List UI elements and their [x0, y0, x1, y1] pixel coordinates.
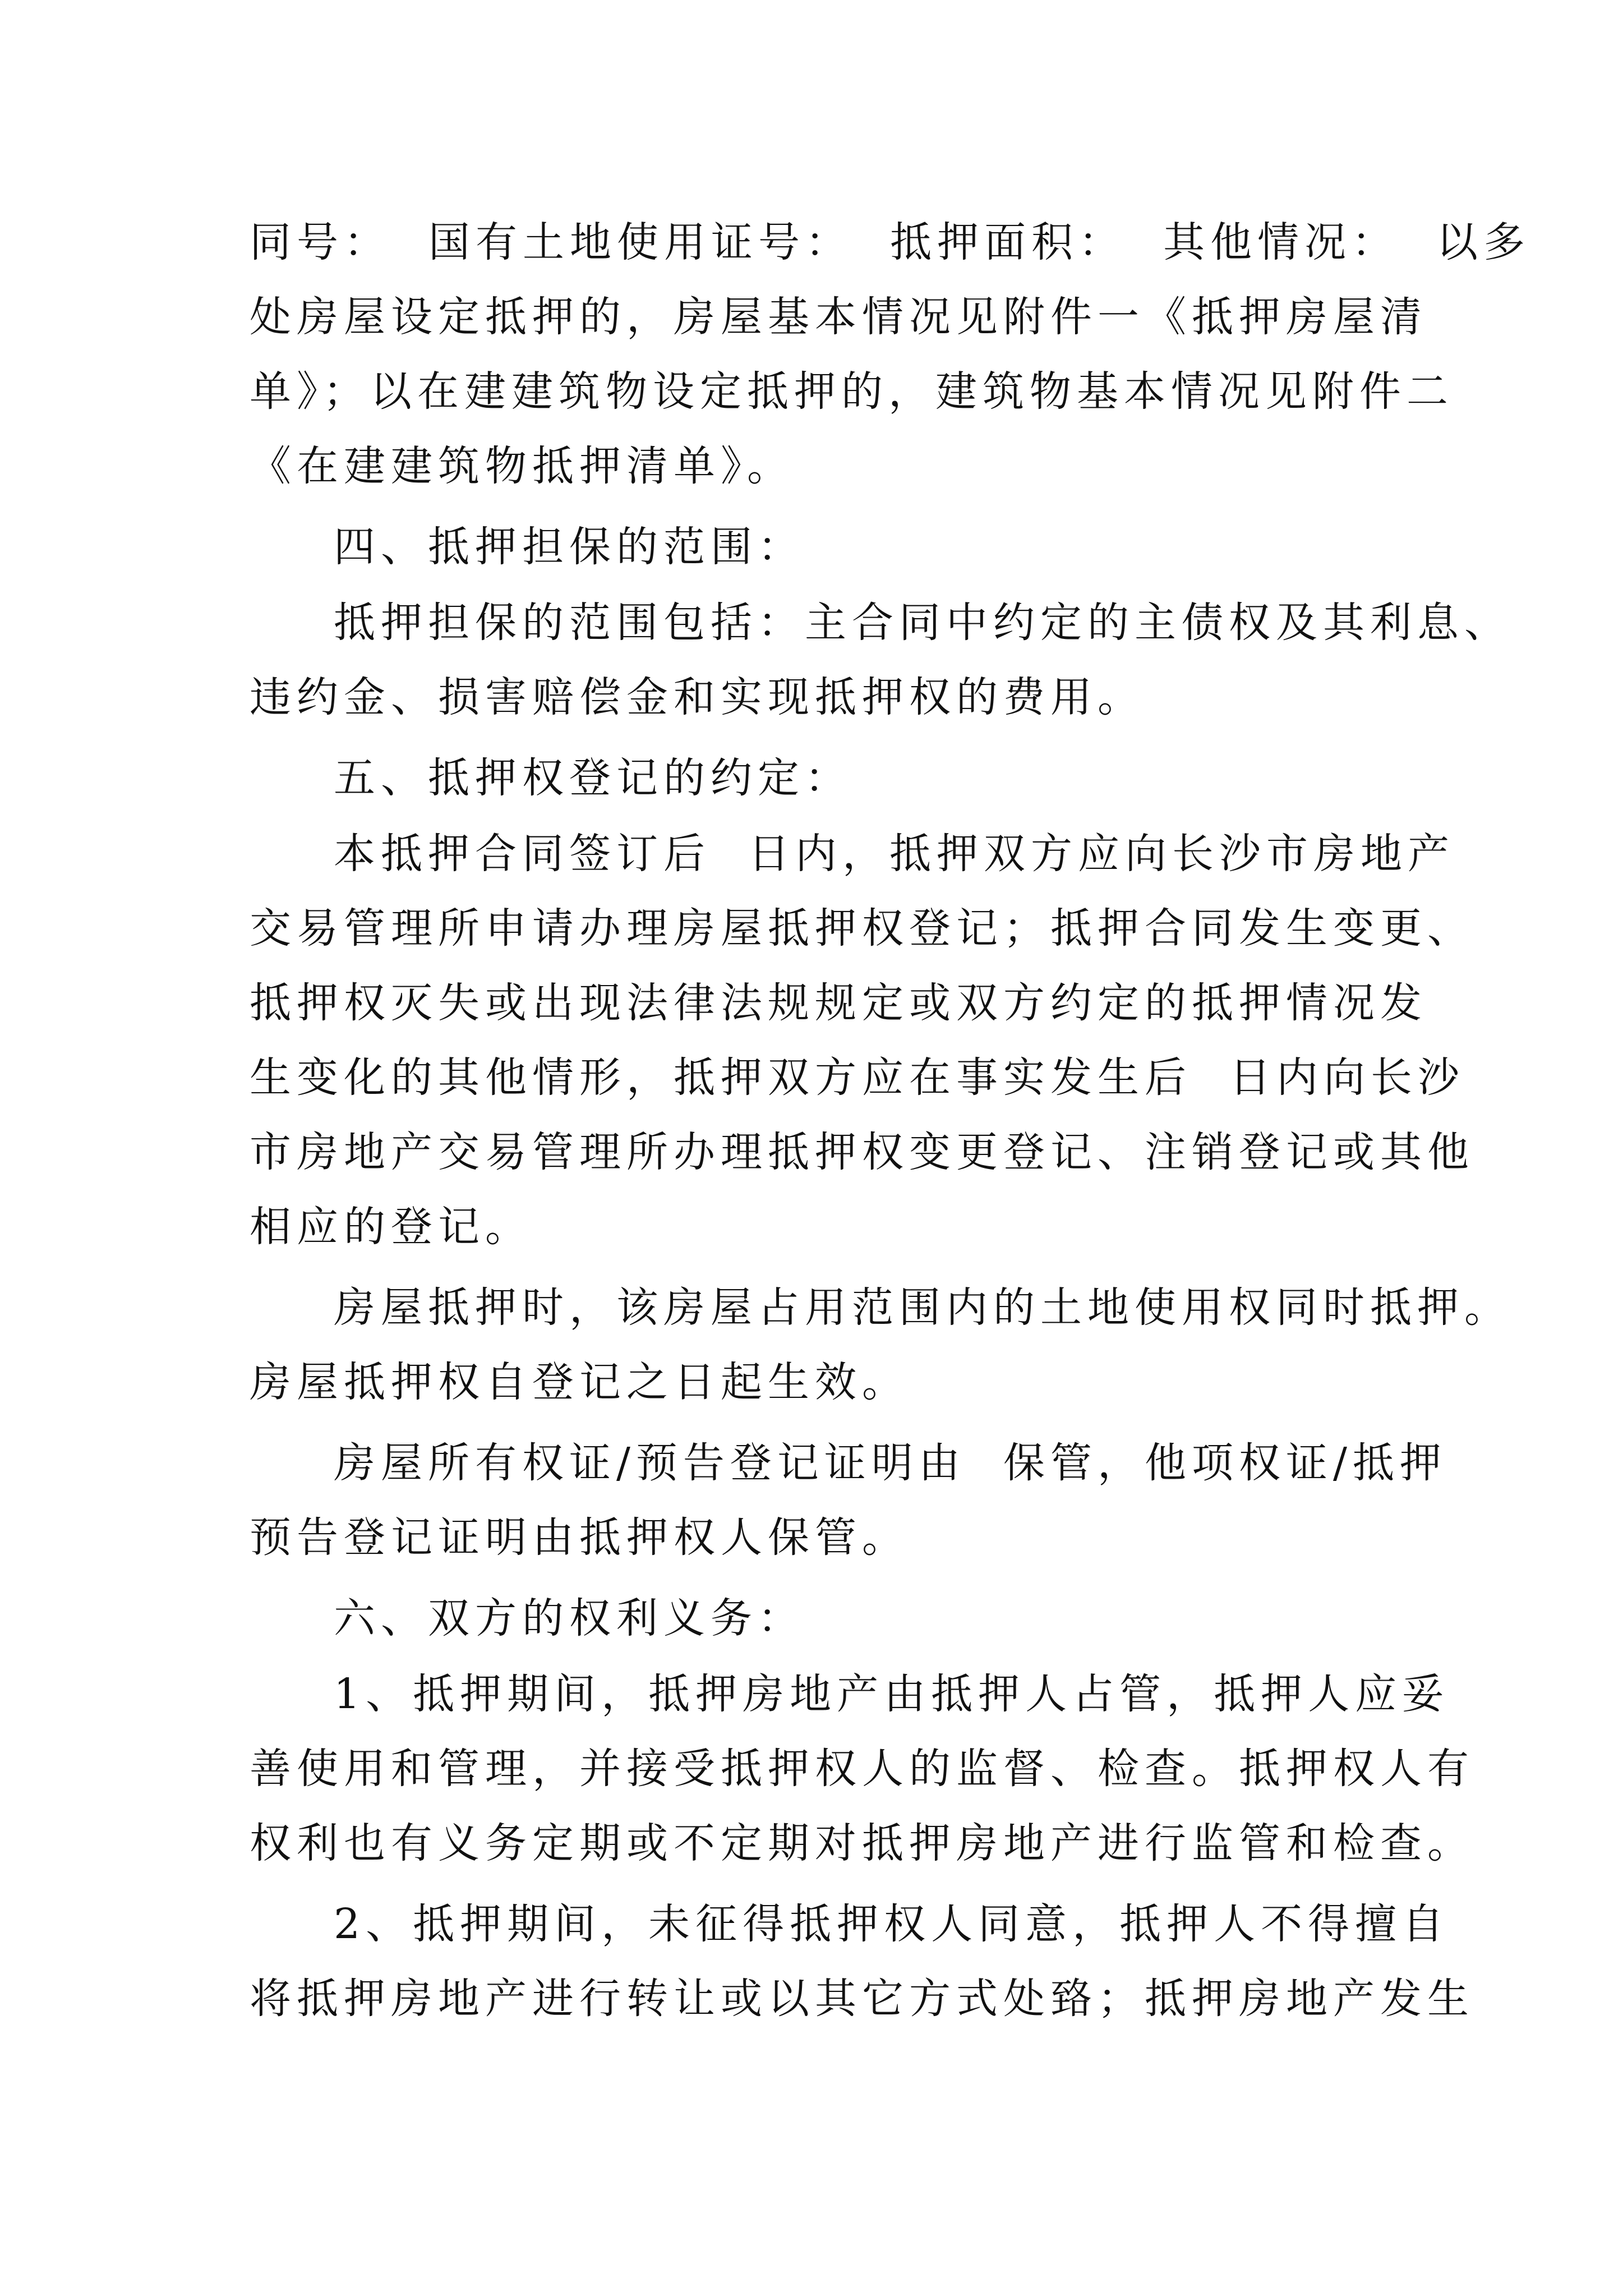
- text-line: 交易管理所申请办理房屋抵押权登记；抵押合同发生变更、: [250, 904, 1474, 953]
- text-line: 抵押担保的范围包括：主合同中约定的主债权及其利息、: [334, 599, 1511, 647]
- section-heading: 五、抵押权登记的约定：: [334, 754, 852, 802]
- text-line: 本抵押合同签订后 日内，抵押双方应向长沙市房地产: [334, 830, 1455, 878]
- text-line: 预告登记证明由抵押权人保管。: [250, 1513, 909, 1562]
- section-heading: 四、抵押担保的范围：: [334, 523, 805, 571]
- text-line: 生变化的其他情形，抵押双方应在事实发生后 日内向长沙: [250, 1053, 1465, 1102]
- text-line: 1、抵押期间，抵押房地产由抵押人占管，抵押人应妥: [334, 1670, 1450, 1718]
- text-line: 2、抵押期间，未征得抵押权人同意，抵押人不得擅自: [334, 1900, 1450, 1948]
- text-line: 单》；以在建建筑物设定抵押的，建筑物基本情况见附件二: [250, 367, 1454, 416]
- text-line: 市房地产交易管理所办理抵押权变更登记、注销登记或其他: [250, 1128, 1474, 1176]
- text-line: 房屋抵押时，该房屋占用范围内的土地使用权同时抵押。: [334, 1283, 1511, 1332]
- text-line: 处房屋设定抵押的，房屋基本情况见附件一《抵押房屋清: [250, 293, 1427, 341]
- text-line: 善使用和管理，并接受抵押权人的监督、检查。抵押权人有: [250, 1745, 1474, 1793]
- text-line: 同号： 国有土地使用证号： 抵押面积： 其他情况： 以多: [250, 218, 1531, 266]
- text-line: 房屋所有权证/预告登记证明由 保管，他项权证/抵押: [334, 1439, 1447, 1487]
- text-line: 将抵押房地产进行转让或以其它方式处臵；抵押房地产发生: [250, 1975, 1474, 2023]
- text-line: 权利也有义务定期或不定期对抵押房地产进行监管和检查。: [250, 1819, 1474, 1867]
- text-line: 违约金、损害赔偿金和实现抵押权的费用。: [250, 673, 1145, 721]
- text-line: 《在建建筑物抵押清单》。: [250, 442, 794, 490]
- text-line: 房屋抵押权自登记之日起生效。: [250, 1358, 909, 1406]
- section-heading: 六、双方的权利义务：: [334, 1594, 805, 1642]
- text-line: 抵押权灭失或出现法律法规规定或双方约定的抵押情况发: [250, 979, 1427, 1027]
- text-line: 相应的登记。: [250, 1203, 532, 1251]
